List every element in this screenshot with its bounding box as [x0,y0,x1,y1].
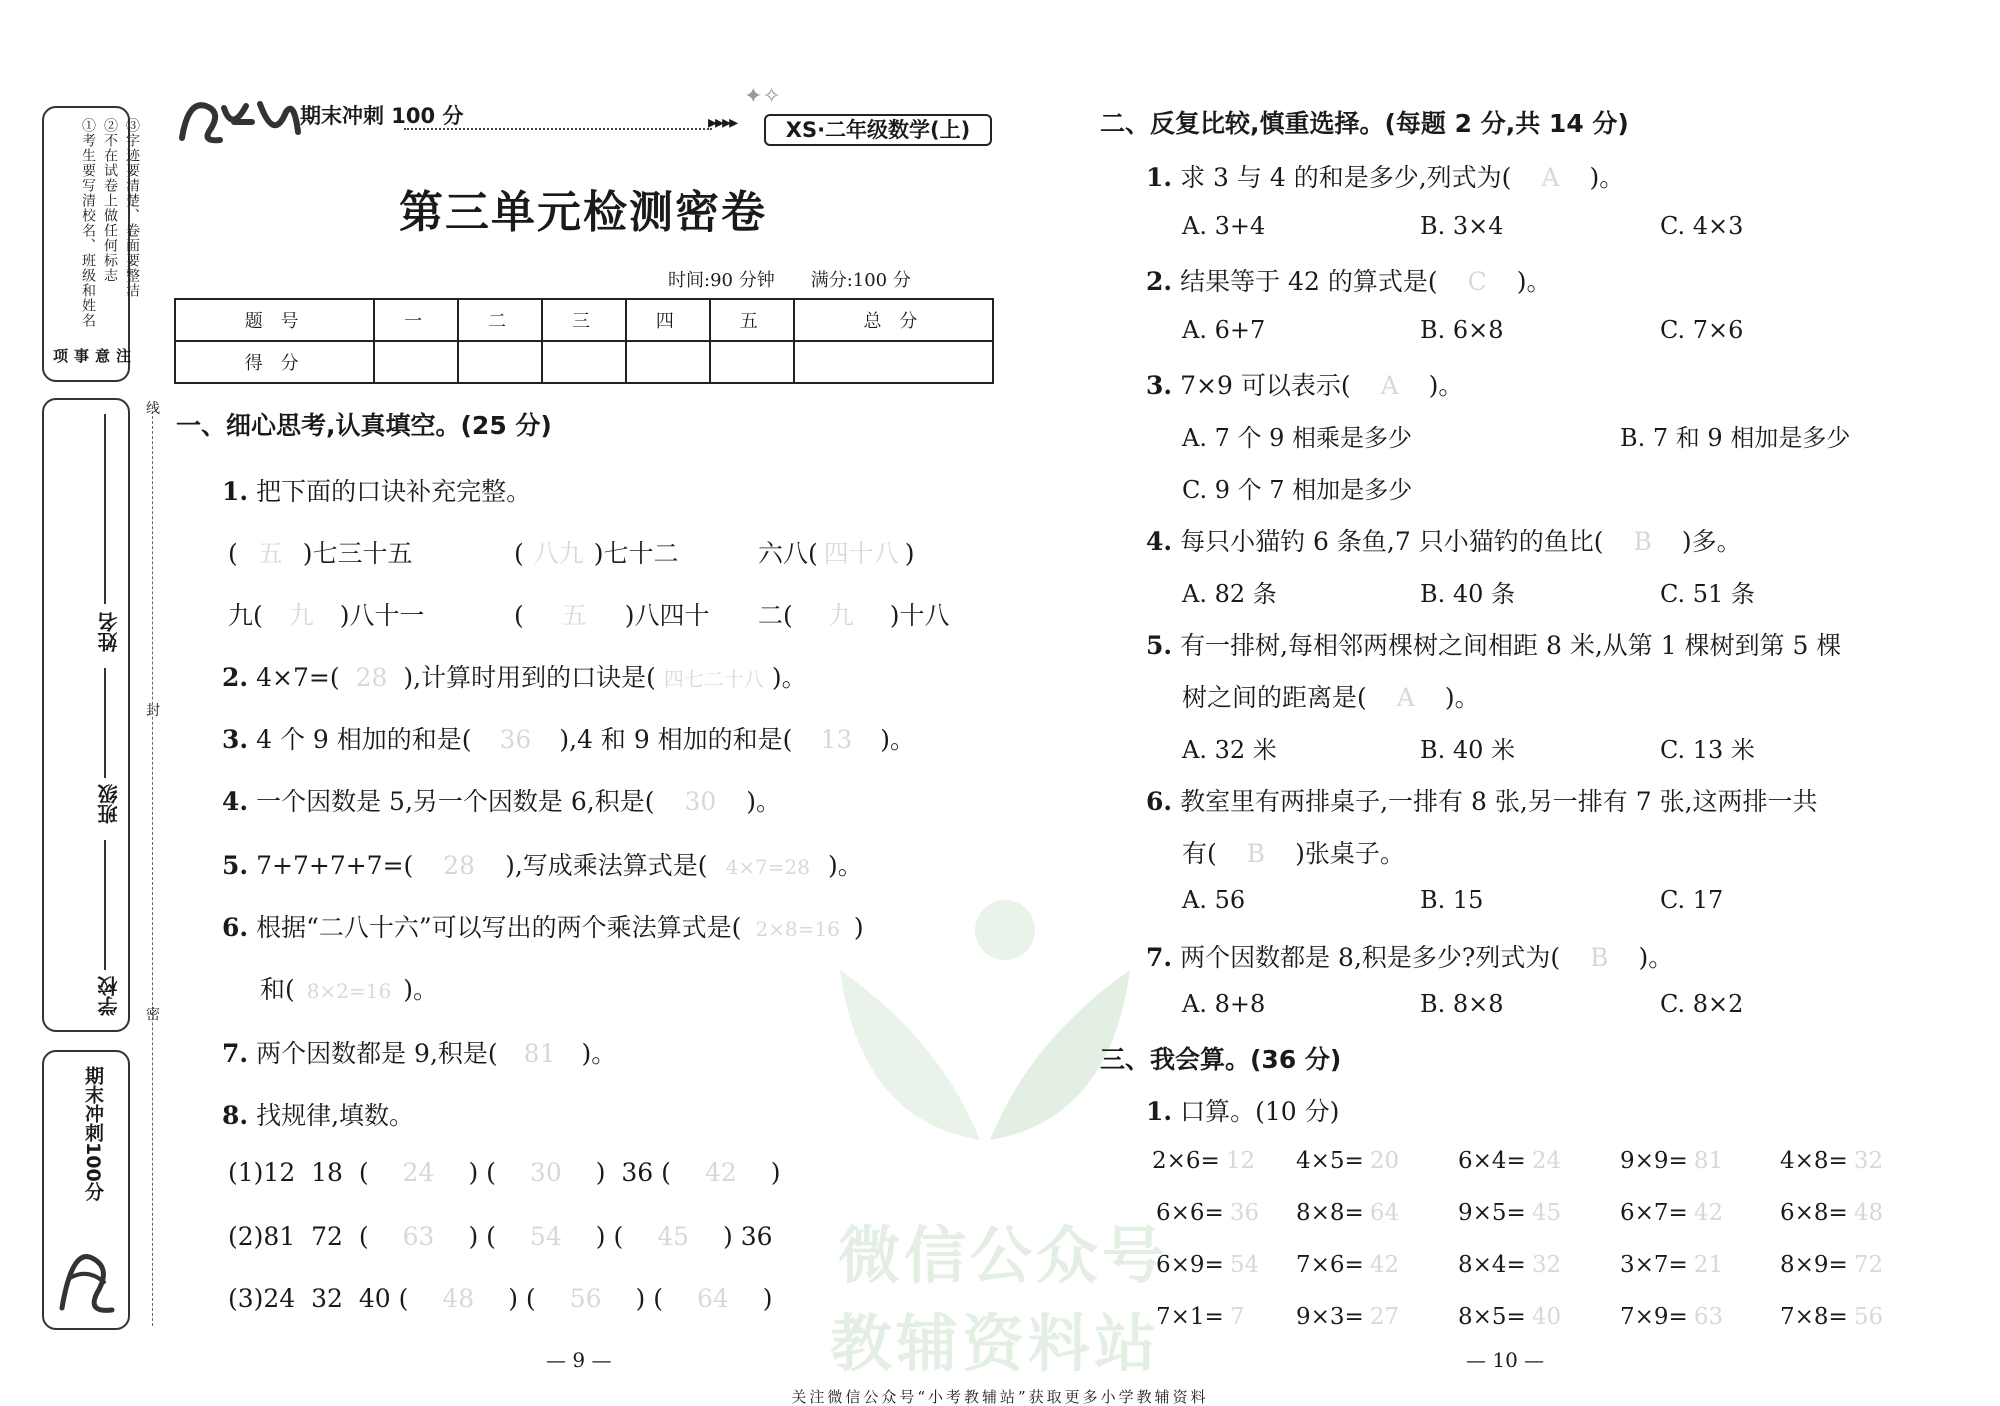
calc-item: 3×7= 21 [1620,1252,1724,1278]
calc-item: 8×4= 32 [1458,1252,1562,1278]
calc-item: 8×9= 72 [1780,1252,1884,1278]
calc-item: 9×5= 45 [1458,1200,1562,1226]
calc-item: 9×9= 81 [1620,1148,1724,1174]
seal-mark-line: 线 [146,401,160,417]
section-2-heading: 二、反复比较,慎重选择。(每题 2 分,共 14 分) [1100,109,1629,138]
brand-logo-icon [174,92,304,148]
mc-option[interactable]: C. 4×3 [1660,212,1744,240]
brand-title: 期末冲刺 100 分 [300,104,464,128]
notice-box [42,106,140,382]
score-input-cell[interactable] [458,341,542,383]
score-table-score-row [175,341,993,383]
score-input-cell[interactable] [710,341,794,383]
score-cell: 题 号 [175,299,374,341]
score-cell: 四 [626,299,710,341]
mc-question-6-cont: 有( B )张桌子。 [1182,839,1405,868]
seal-mark-secret: 密 [146,1007,160,1023]
side-brand-logo-icon [52,1238,122,1318]
score-cell: 二 [458,299,542,341]
calc-question-1: 1. 口算。(10 分) [1146,1097,1340,1126]
watermark-leaf-icon [820,890,1150,1160]
score-input-cell[interactable] [542,341,626,383]
notice-title: 注意事项 [51,348,132,365]
mc-question-1: 1. 求 3 与 4 的和是多少,列式为( A )。 [1146,163,1625,192]
mc-option[interactable]: B. 7 和 9 相加是多少 [1620,424,1851,452]
question-6: 6. 根据“二八十六”可以写出的两个乘法算式是( 2×8=16 ) [222,913,864,942]
side-logo-text: 期末冲刺100分 [82,1066,104,1201]
mc-option[interactable]: A. 3+4 [1182,212,1266,240]
exam-meta [668,266,911,292]
calc-item: 6×6= 36 [1156,1200,1260,1226]
brand-dotted-rule [404,128,712,130]
mc-option[interactable]: A. 56 [1182,886,1246,914]
paper-title: 第三单元检测密卷 [399,187,767,238]
calc-item: 7×8= 56 [1780,1304,1884,1330]
score-cell: 三 [542,299,626,341]
sparkle-icon: ✦✧ [744,84,781,109]
score-table [174,298,994,384]
question-2: 2. 4×7=( 28 ),计算时用到的口诀是( 四七二十八 )。 [222,663,807,692]
question-6-cont: 和( 8×2=16 )。 [260,975,438,1004]
mc-question-2: 2. 结果等于 42 的算式是( C )。 [1146,267,1552,296]
student-info-box [42,398,130,1032]
q1-item: 六八( 四十八 ) [758,539,915,568]
arrow-icons: ▸▸▸▸ [708,112,737,133]
notice-item-1: ①考生要写清校名、班级和姓名 [80,118,96,328]
q1-item: ( 五 )八四十 [514,601,710,630]
calc-item: 4×8= 32 [1780,1148,1884,1174]
class-label: 班级 [97,784,121,824]
notice-item-3: ③字迹要清楚、卷面要整洁 [124,118,140,298]
score-input-cell[interactable] [374,341,458,383]
notice-item-2: ②不在试卷上做任何标志 [102,118,118,283]
mc-question-6: 6. 教室里有两排桌子,一排有 8 张,另一排有 7 张,这两排一共 [1146,787,1818,816]
score-input-cell[interactable] [626,341,710,383]
calc-item: 6×9= 54 [1156,1252,1260,1278]
q1-item: 九( 九 )八十一 [228,601,425,630]
q8-row-3: (3)24 32 40 ( 48 ) ( 56 ) ( 64 ) [228,1284,773,1313]
exam-full-score: 满分:100 分 [810,270,911,291]
mc-option[interactable]: C. 17 [1660,886,1724,914]
mc-option[interactable]: C. 9 个 7 相加是多少 [1182,476,1413,504]
mc-option[interactable]: B. 15 [1420,886,1484,914]
q1-item: 二( 九 )十八 [758,601,950,630]
score-cell: 一 [374,299,458,341]
score-cell: 五 [710,299,794,341]
section-3-heading: 三、我会算。(36 分) [1100,1045,1342,1074]
mc-question-5: 5. 有一排树,每相邻两棵树之间相距 8 米,从第 1 棵树到第 5 棵 [1146,631,1842,660]
question-3: 3. 4 个 9 相加的和是( 36 ),4 和 9 相加的和是( 13 )。 [222,725,916,754]
school-line[interactable] [104,840,106,970]
grade-label: XS·二年级数学(上) [764,114,992,146]
mc-option[interactable]: C. 7×6 [1660,316,1744,344]
question-5: 5. 7+7+7+7=( 28 ),写成乘法算式是( 4×7=28 )。 [222,851,863,880]
mc-question-7: 7. 两个因数都是 8,积是多少?列式为( B )。 [1146,943,1674,972]
question-8: 8. 找规律,填数。 [222,1101,415,1130]
calc-item: 2×6= 12 [1152,1148,1256,1174]
page-number-right: — 10 — [1466,1348,1545,1372]
mc-option[interactable]: A. 82 条 [1182,580,1277,608]
calc-item: 8×8= 64 [1296,1200,1400,1226]
mc-option[interactable]: B. 40 条 [1420,580,1516,608]
footer-note: 关注微信公众号“小考教辅站”获取更多小学教辅资料 [791,1388,1209,1406]
page-number-left: — 9 — [546,1348,612,1372]
calc-item: 8×5= 40 [1458,1304,1562,1330]
mc-option[interactable]: B. 8×8 [1420,990,1504,1018]
q8-row-2: (2)81 72 ( 63 ) ( 54 ) ( 45 ) 36 [228,1222,773,1251]
mc-option[interactable]: B. 40 米 [1420,736,1516,764]
calc-item: 6×8= 48 [1780,1200,1884,1226]
exam-time: 时间:90 分钟 [668,270,775,291]
seal-mark-seal: 封 [146,703,160,719]
name-line[interactable] [104,414,106,604]
calc-item: 7×6= 42 [1296,1252,1400,1278]
mc-option[interactable]: B. 6×8 [1420,316,1504,344]
mc-option[interactable]: C. 51 条 [1660,580,1755,608]
name-label: 姓名 [97,612,121,652]
q8-row-1: (1)12 18 ( 24 ) ( 30 ) 36 ( 42 ) [228,1158,781,1187]
score-cell: 总 分 [794,299,993,341]
side-logo-box [42,1050,130,1330]
question-7: 7. 两个因数都是 9,积是( 81 )。 [222,1039,617,1068]
score-input-cell[interactable] [794,341,993,383]
mc-question-3: 3. 7×9 可以表示( A )。 [1146,371,1464,400]
watermark-line-2: 教辅资料站 [830,1307,1161,1380]
mc-option[interactable]: A. 8+8 [1182,990,1266,1018]
calc-item: 7×1= 7 [1156,1304,1245,1330]
q1-item: ( 八九 )七十二 [514,539,679,568]
class-line[interactable] [104,668,106,778]
seal-line [152,406,153,1326]
score-cell: 得 分 [175,341,374,383]
mc-option[interactable]: A. 7 个 9 相乘是多少 [1182,424,1413,452]
calc-item: 4×5= 20 [1296,1148,1400,1174]
mc-option[interactable]: A. 6+7 [1182,316,1266,344]
mc-option[interactable]: A. 32 米 [1182,736,1277,764]
watermark-line-1: 微信公众号 [838,1219,1169,1292]
calc-item: 6×4= 24 [1458,1148,1562,1174]
question-4: 4. 一个因数是 5,另一个因数是 6,积是( 30 )。 [222,787,782,816]
section-1-heading: 一、细心思考,认真填空。(25 分) [176,411,552,440]
mc-option[interactable]: C. 13 米 [1660,736,1755,764]
school-label: 学校 [97,976,121,1016]
mc-question-5-cont: 树之间的距离是( A )。 [1182,683,1480,712]
mc-option[interactable]: B. 3×4 [1420,212,1504,240]
calc-item: 9×3= 27 [1296,1304,1400,1330]
q1-item: ( 五 )七三十五 [228,539,413,568]
question-1: 1. 把下面的口诀补充完整。 [222,477,532,506]
calc-item: 7×9= 63 [1620,1304,1724,1330]
calc-item: 6×7= 42 [1620,1200,1724,1226]
mc-question-4: 4. 每只小猫钓 6 条鱼,7 只小猫钓的鱼比( B )多。 [1146,527,1742,556]
mc-option[interactable]: C. 8×2 [1660,990,1744,1018]
score-table-header-row [175,299,993,341]
